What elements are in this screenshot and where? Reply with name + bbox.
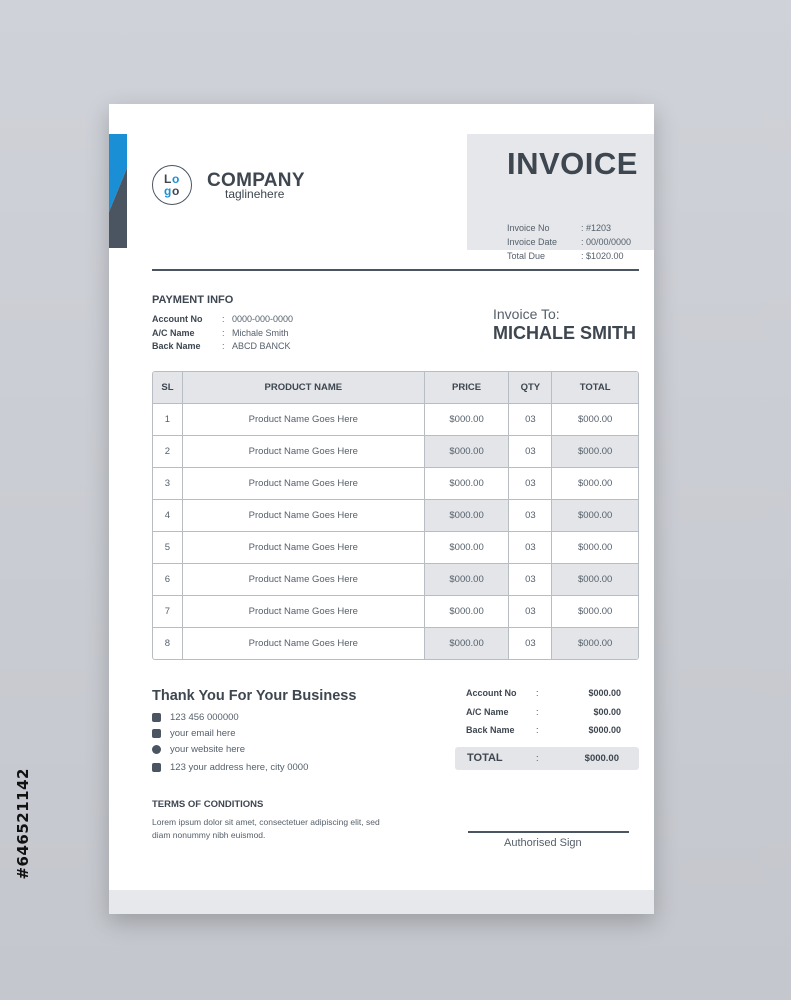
email-icon <box>152 729 161 738</box>
cell-product: Product Name Goes Here <box>182 531 424 563</box>
summary-value: $00.00 <box>593 707 621 717</box>
cell-total: $000.00 <box>551 595 638 627</box>
contact-text: 123 456 000000 <box>170 712 239 723</box>
column-header-total: TOTAL <box>551 372 638 404</box>
left-corner-decoration <box>109 134 127 248</box>
table-row <box>153 499 638 531</box>
cell-price: $000.00 <box>424 531 509 563</box>
cell-sl: 8 <box>153 627 182 659</box>
location-icon <box>152 763 161 772</box>
invoice-row-label: Invoice Date <box>507 237 558 247</box>
contact-phone <box>152 712 239 723</box>
total-box <box>455 747 639 770</box>
terms-text: Lorem ipsum dolor sit amet, consectetuer adipiscing elit, sed diam nonummy nibh euismod. <box>152 817 380 840</box>
payment-row: Back Name : ABCD BANCK <box>152 341 291 351</box>
company-name: COMPANY <box>207 170 305 191</box>
contact-website <box>152 744 245 755</box>
cell-qty: 03 <box>508 595 551 627</box>
signature-label: Authorised Sign <box>504 837 582 849</box>
cell-price: $000.00 <box>424 563 509 595</box>
payment-value: ABCD BANCK <box>232 341 291 351</box>
payment-value: Michale Smith <box>232 328 289 338</box>
invoice-number-row <box>507 223 611 233</box>
cell-total: $000.00 <box>551 435 638 467</box>
table-row <box>153 595 638 627</box>
invoice-row-value: : $1020.00 <box>581 251 624 261</box>
cell-total: $000.00 <box>551 627 638 659</box>
cell-product: Product Name Goes Here <box>182 467 424 499</box>
column-header-qty: QTY <box>508 372 551 404</box>
logo-letter: o <box>172 172 180 186</box>
summary-value: $000.00 <box>588 725 621 735</box>
header-divider <box>152 269 639 271</box>
stock-id: #646521142 <box>14 768 32 880</box>
client-name: MICHALE SMITH <box>493 323 636 343</box>
invoice-row-label: Total Due <box>507 251 546 261</box>
globe-icon <box>152 745 161 754</box>
table-row <box>153 435 638 467</box>
summary-colon: : <box>536 688 539 698</box>
cell-price: $000.00 <box>424 595 509 627</box>
cell-total: $000.00 <box>551 531 638 563</box>
cell-product: Product Name Goes Here <box>182 499 424 531</box>
total-due-row <box>507 251 624 261</box>
table-row <box>153 467 638 499</box>
summary-label: A/C Name <box>466 707 509 717</box>
invoice-row-value: : #1203 <box>581 223 612 233</box>
thank-you-heading: Thank You For Your Business <box>152 688 357 704</box>
invoice-row-label: Invoice No <box>507 223 550 233</box>
payment-row: Account No : 0000-000-0000 <box>152 314 294 324</box>
invoice-header-box <box>467 134 654 261</box>
cell-product: Product Name Goes Here <box>182 435 424 467</box>
cell-qty: 03 <box>508 499 551 531</box>
cell-sl: 3 <box>153 467 182 499</box>
cell-sl: 4 <box>153 499 182 531</box>
payment-label: A/C Name <box>152 328 195 338</box>
table-row <box>153 627 638 659</box>
invoice-title: INVOICE <box>507 146 638 181</box>
cell-price: $000.00 <box>424 627 509 659</box>
invoice-date-row <box>507 237 631 247</box>
payment-row: A/C Name : Michale Smith <box>152 328 289 338</box>
cell-total: $000.00 <box>551 467 638 499</box>
table-row <box>153 404 638 435</box>
cell-total: $000.00 <box>551 563 638 595</box>
column-header-price: PRICE <box>424 372 509 404</box>
logo-letter: o <box>172 184 180 198</box>
cell-qty: 03 <box>508 531 551 563</box>
table-header-row <box>153 372 638 404</box>
summary-label: Account No <box>466 688 517 698</box>
invoice-to-label: Invoice To: <box>493 306 560 322</box>
summary-label: Back Name <box>466 725 515 735</box>
cell-qty: 03 <box>508 404 551 435</box>
contact-text: your email here <box>170 728 236 739</box>
cell-sl: 2 <box>153 435 182 467</box>
logo-letter: L <box>164 172 172 186</box>
contact-address <box>152 762 308 773</box>
total-value: $000.00 <box>584 753 619 764</box>
invoice-row-value: : 00/00/0000 <box>581 237 632 247</box>
cell-total: $000.00 <box>551 499 638 531</box>
cell-product: Product Name Goes Here <box>182 627 424 659</box>
logo <box>152 165 192 205</box>
summary-value: $000.00 <box>588 688 621 698</box>
cell-product: Product Name Goes Here <box>182 595 424 627</box>
column-header-sl: SL <box>153 372 182 404</box>
company-tagline: taglinehere <box>225 187 285 201</box>
cell-price: $000.00 <box>424 467 509 499</box>
footer-band <box>109 890 654 914</box>
payment-value: 0000-000-0000 <box>232 314 294 324</box>
contact-email <box>152 728 235 739</box>
cell-price: $000.00 <box>424 499 509 531</box>
signature-line <box>468 831 629 833</box>
cell-qty: 03 <box>508 563 551 595</box>
column-header-product: PRODUCT NAME <box>182 372 424 404</box>
payment-label: Account No <box>152 314 203 324</box>
cell-total: $000.00 <box>551 404 638 435</box>
cell-price: $000.00 <box>424 435 509 467</box>
cell-sl: 1 <box>164 414 171 425</box>
cell-qty: 03 <box>508 435 551 467</box>
cell-product: Product Name Goes Here <box>182 404 424 435</box>
payment-info-title: PAYMENT INFO <box>152 294 234 306</box>
items-table <box>152 371 639 660</box>
total-label: TOTAL <box>467 752 503 764</box>
cell-qty: 03 <box>508 627 551 659</box>
table-row <box>153 531 638 563</box>
terms-title: TERMS OF CONDITIONS <box>152 799 264 810</box>
cell-sl: 7 <box>153 595 182 627</box>
cell-qty: 03 <box>508 467 551 499</box>
invoice-sheet <box>109 104 654 914</box>
cell-sl: 6 <box>153 563 182 595</box>
table-row <box>153 563 638 595</box>
summary-colon: : <box>536 725 539 735</box>
cell-price: $000.00 <box>424 404 509 435</box>
cell-sl: 5 <box>153 531 182 563</box>
contact-text: your website here <box>170 744 245 755</box>
logo-letter: g <box>164 184 172 198</box>
payment-label: Back Name <box>152 341 201 351</box>
summary-colon: : <box>536 707 539 717</box>
contact-text: 123 your address here, city 0000 <box>170 762 309 773</box>
phone-icon <box>152 713 161 722</box>
cell-product: Product Name Goes Here <box>182 563 424 595</box>
total-colon: : <box>536 753 539 763</box>
